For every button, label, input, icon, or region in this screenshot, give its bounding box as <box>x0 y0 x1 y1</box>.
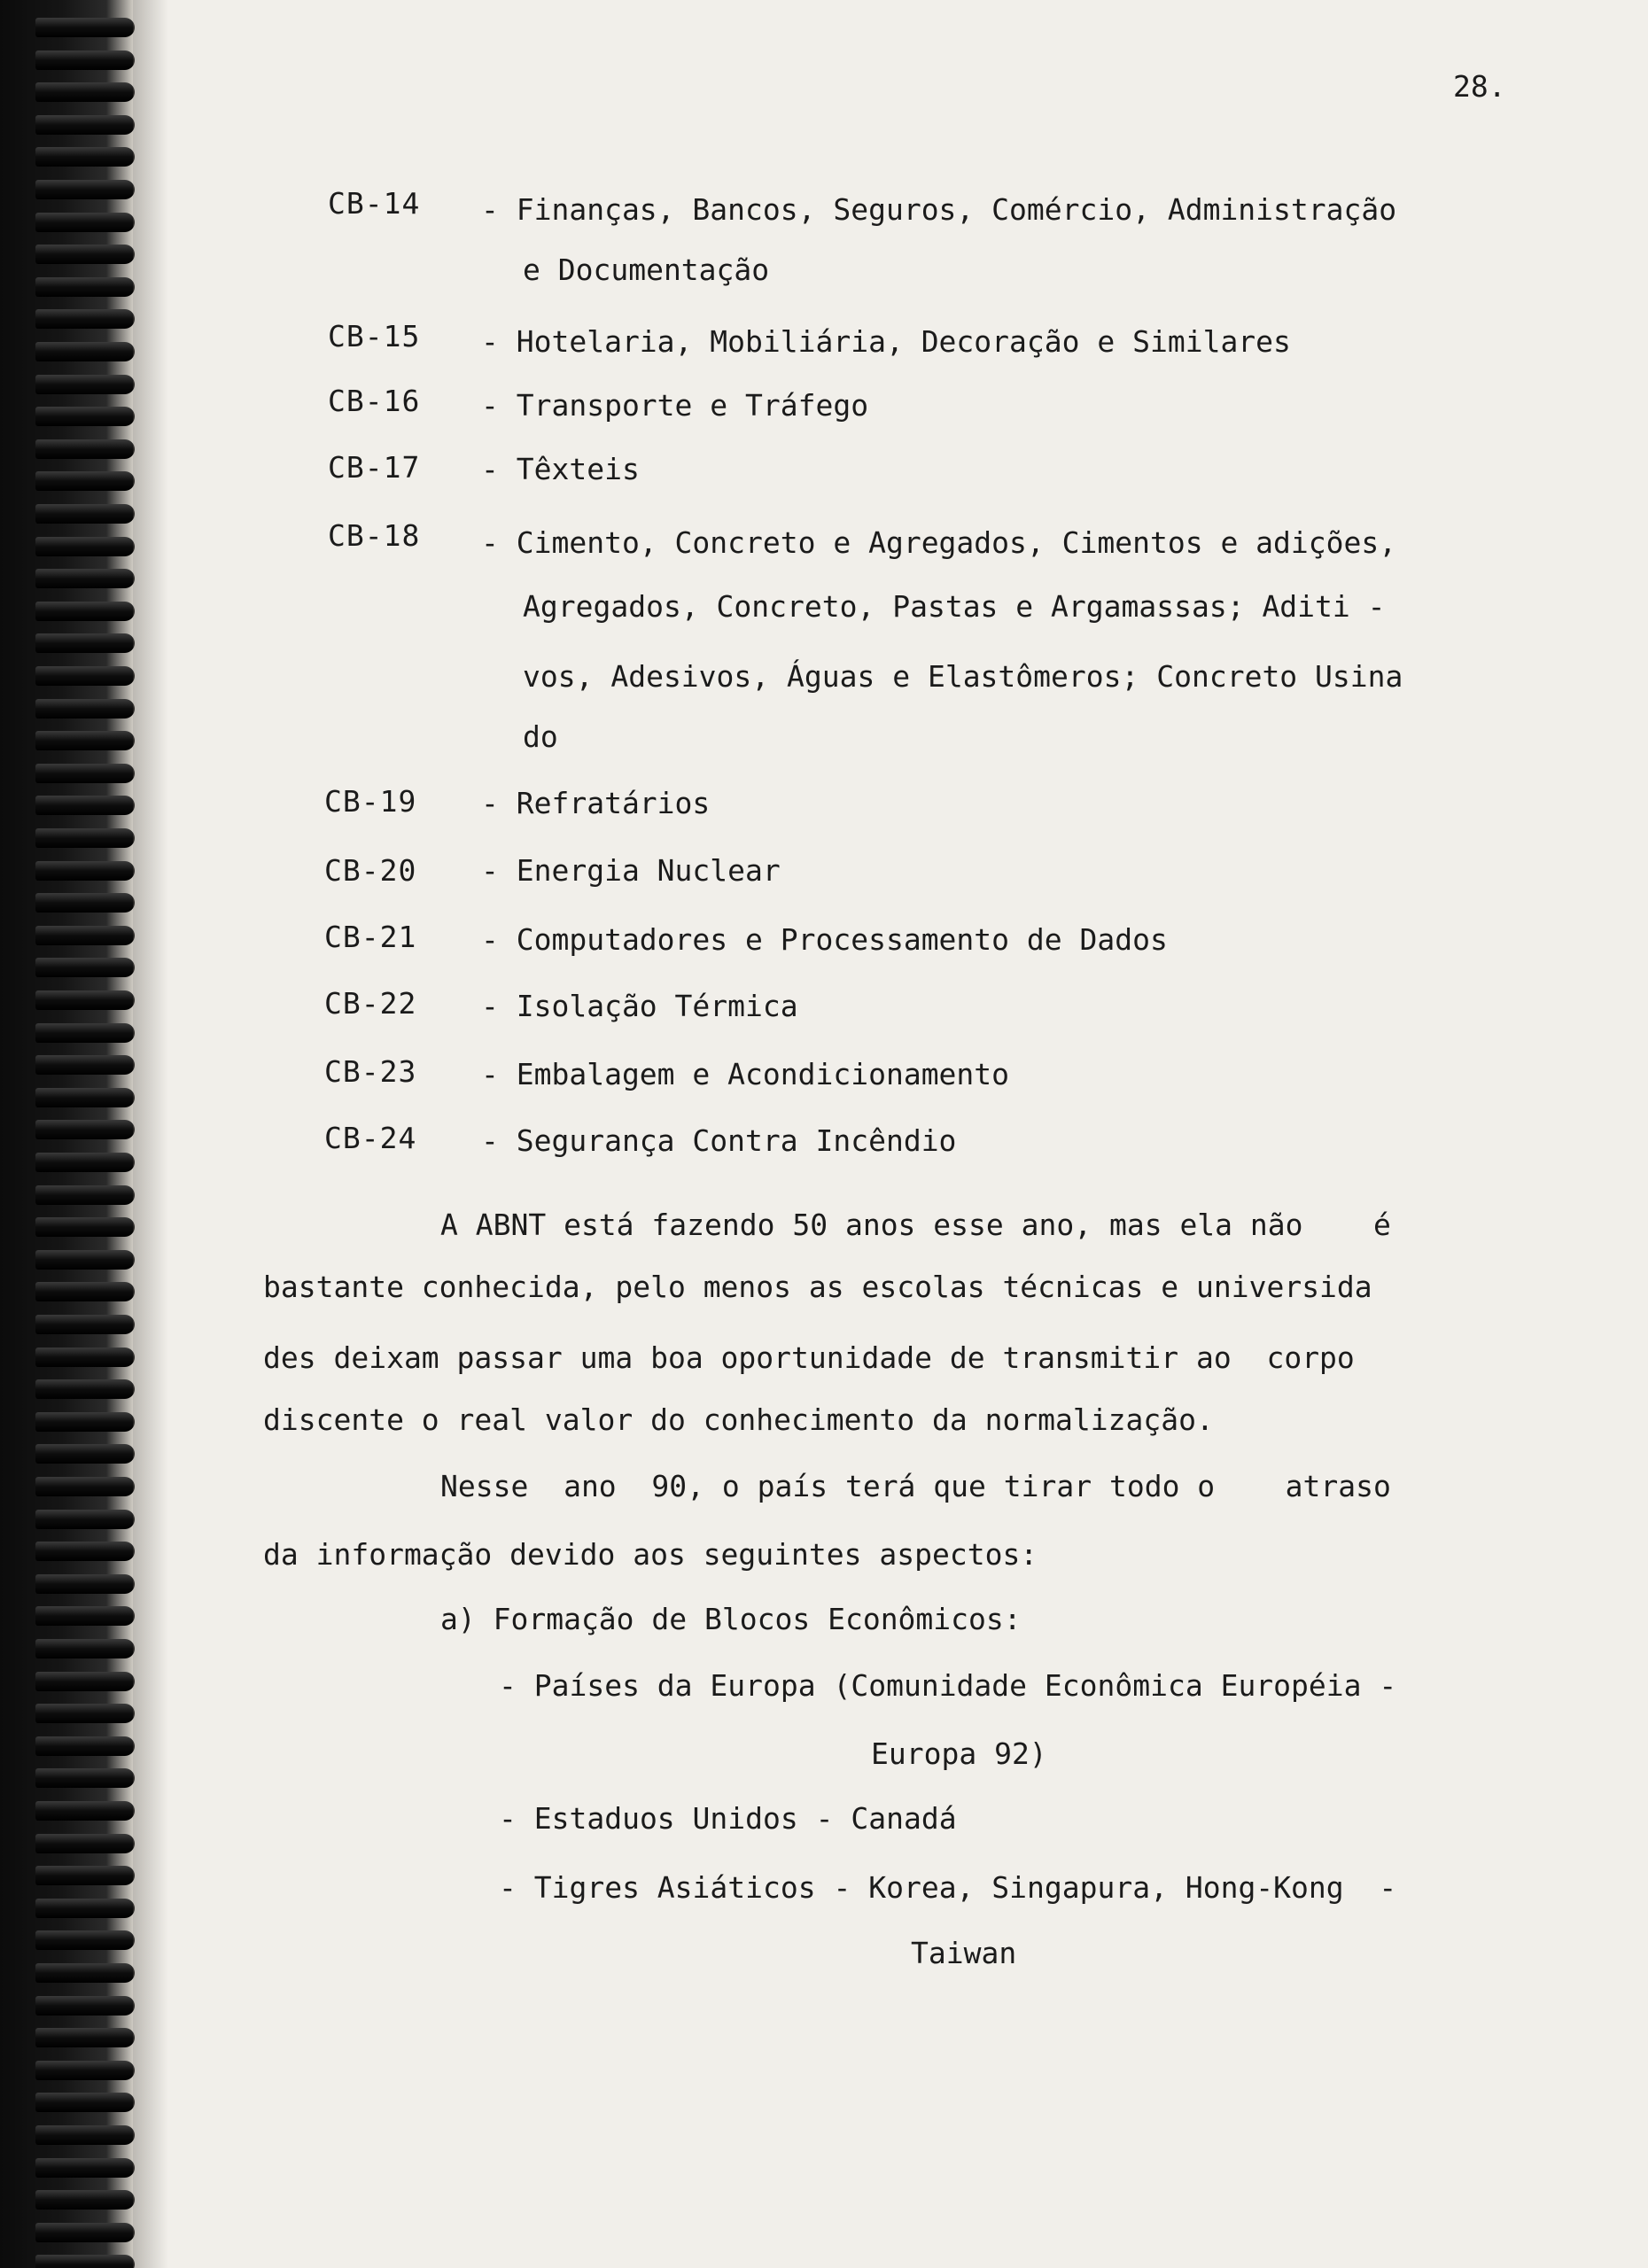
binding-coil <box>35 245 135 264</box>
binding-coil <box>35 893 135 913</box>
committee-code: CB-20 <box>324 853 417 888</box>
committee-code: CB-19 <box>324 784 417 819</box>
binding-coil <box>35 180 135 199</box>
binding-coil <box>35 82 135 102</box>
binding-coil <box>35 1510 135 1529</box>
binding-coil <box>35 1153 135 1172</box>
binding-coil <box>35 2158 135 2178</box>
binding-coil <box>35 796 135 815</box>
binding-coil <box>35 342 135 361</box>
binding-coil <box>35 1768 135 1788</box>
committee-description: - Transporte e Tráfego <box>481 388 869 423</box>
binding-coil <box>35 861 135 881</box>
binding-coil <box>35 1606 135 1626</box>
binding-coil <box>35 1866 135 1885</box>
binding-coil <box>35 569 135 588</box>
committee-code: CB-16 <box>328 384 421 418</box>
binding-coil <box>35 2061 135 2080</box>
committee-description: - Refratários <box>481 786 711 820</box>
binding-coil <box>35 1542 135 1561</box>
binding-coil <box>35 1217 135 1237</box>
binding-coil <box>35 537 135 556</box>
binding-coil <box>35 1348 135 1367</box>
binding-coil <box>35 828 135 848</box>
committee-code: CB-22 <box>324 986 417 1021</box>
binding-coil <box>35 1023 135 1043</box>
page-number: 28. <box>1453 69 1506 104</box>
binding-coil <box>35 1574 135 1594</box>
binding-coil <box>35 1315 135 1334</box>
committee-description: - Computadores e Processamento de Dados <box>481 922 1168 957</box>
binding-coil <box>35 18 135 37</box>
binding-coil <box>35 2028 135 2047</box>
spiral-binding <box>0 0 133 2268</box>
bloc-item-continued: Europa 92) <box>871 1736 1047 1771</box>
binding-coil <box>35 1899 135 1918</box>
committee-code: CB-14 <box>328 186 421 221</box>
binding-coil <box>35 50 135 70</box>
binding-coil <box>35 731 135 750</box>
binding-coil <box>35 2223 135 2242</box>
bloc-item: - Tigres Asiáticos - Korea, Singapura, Hong-Kong - <box>499 1870 1397 1905</box>
committee-description: - Energia Nuclear <box>481 853 781 888</box>
binding-coil <box>35 699 135 718</box>
binding-shadow <box>133 0 168 2268</box>
binding-coil <box>35 1672 135 1691</box>
paragraph-line: des deixam passar uma boa oportunidade de transmitir ao corpo <box>263 1340 1355 1375</box>
binding-coil <box>35 1055 135 1075</box>
binding-coil <box>35 2125 135 2145</box>
committee-description: - Isolação Térmica <box>481 989 798 1023</box>
paragraph-line: da informação devido aos seguintes aspectos: <box>263 1537 1038 1572</box>
paragraph-line: bastante conhecida, pelo menos as escolas técnicas e universida <box>263 1270 1372 1304</box>
paragraph-line: Nesse ano 90, o país terá que tirar todo o atraso <box>440 1469 1391 1503</box>
bloc-item: - Estaduos Unidos - Canadá <box>499 1801 957 1836</box>
bloc-item-continued: Taiwan <box>911 1936 1017 1970</box>
binding-coil <box>35 1250 135 1270</box>
binding-coil <box>35 1834 135 1853</box>
committee-description-continued: e Documentação <box>523 252 770 287</box>
binding-coil <box>35 1963 135 1983</box>
binding-coil <box>35 2093 135 2112</box>
committee-description-continued: vos, Adesivos, Águas e Elastômeros; Concreto Usina <box>523 659 1403 694</box>
binding-coil <box>35 1639 135 1658</box>
binding-coil <box>35 439 135 459</box>
binding-coil <box>35 926 135 945</box>
committee-description: - Têxteis <box>481 452 640 486</box>
binding-coil <box>35 1088 135 1107</box>
committee-description: - Embalagem e Acondicionamento <box>481 1057 1010 1091</box>
binding-coil <box>35 764 135 783</box>
binding-coil <box>35 1996 135 2016</box>
committee-code: CB-21 <box>324 920 417 954</box>
committee-description: - Segurança Contra Incêndio <box>481 1123 957 1158</box>
committee-code: CB-24 <box>324 1121 417 1155</box>
binding-coil <box>35 1704 135 1723</box>
binding-coil <box>35 504 135 524</box>
binding-coil <box>35 115 135 135</box>
committee-description-continued: do <box>523 719 558 754</box>
binding-coil <box>35 1477 135 1496</box>
binding-coil <box>35 1412 135 1432</box>
committee-description-continued: Agregados, Concreto, Pastas e Argamassas; Aditi - <box>523 589 1386 624</box>
committee-description: - Hotelaria, Mobiliária, Decoração e Similares <box>481 324 1291 359</box>
committee-code: CB-15 <box>328 319 421 353</box>
list-item-heading: a) Formação de Blocos Econômicos: <box>440 1602 1022 1636</box>
committee-description: - Cimento, Concreto e Agregados, Cimentos e adições, <box>481 525 1397 560</box>
paragraph-line: discente o real valor do conhecimento da normalização. <box>263 1402 1214 1437</box>
committee-description: - Finanças, Bancos, Seguros, Comércio, Administração <box>481 192 1397 227</box>
binding-coil <box>35 471 135 491</box>
binding-coil <box>35 2190 135 2210</box>
binding-coil <box>35 2255 135 2268</box>
binding-coil <box>35 1801 135 1821</box>
binding-coil <box>35 1120 135 1139</box>
binding-coil <box>35 1379 135 1399</box>
binding-coil <box>35 309 135 329</box>
binding-coil <box>35 602 135 621</box>
binding-coil <box>35 1444 135 1464</box>
binding-coil <box>35 633 135 653</box>
committee-code: CB-17 <box>328 450 421 485</box>
binding-coil <box>35 1282 135 1301</box>
paragraph-line: A ABNT está fazendo 50 anos esse ano, mas ela não é <box>440 1208 1391 1242</box>
binding-coil <box>35 958 135 977</box>
binding-coil <box>35 1185 135 1205</box>
bloc-item: - Países da Europa (Comunidade Econômica Européia - <box>499 1668 1397 1703</box>
binding-coil <box>35 666 135 686</box>
committee-code: CB-23 <box>324 1054 417 1089</box>
committee-code: CB-18 <box>328 518 421 553</box>
binding-coil <box>35 375 135 394</box>
binding-coil <box>35 147 135 167</box>
binding-coil <box>35 277 135 297</box>
binding-coil <box>35 990 135 1010</box>
binding-coil <box>35 407 135 426</box>
binding-coil <box>35 1930 135 1950</box>
binding-coil <box>35 1736 135 1756</box>
binding-coil <box>35 213 135 232</box>
